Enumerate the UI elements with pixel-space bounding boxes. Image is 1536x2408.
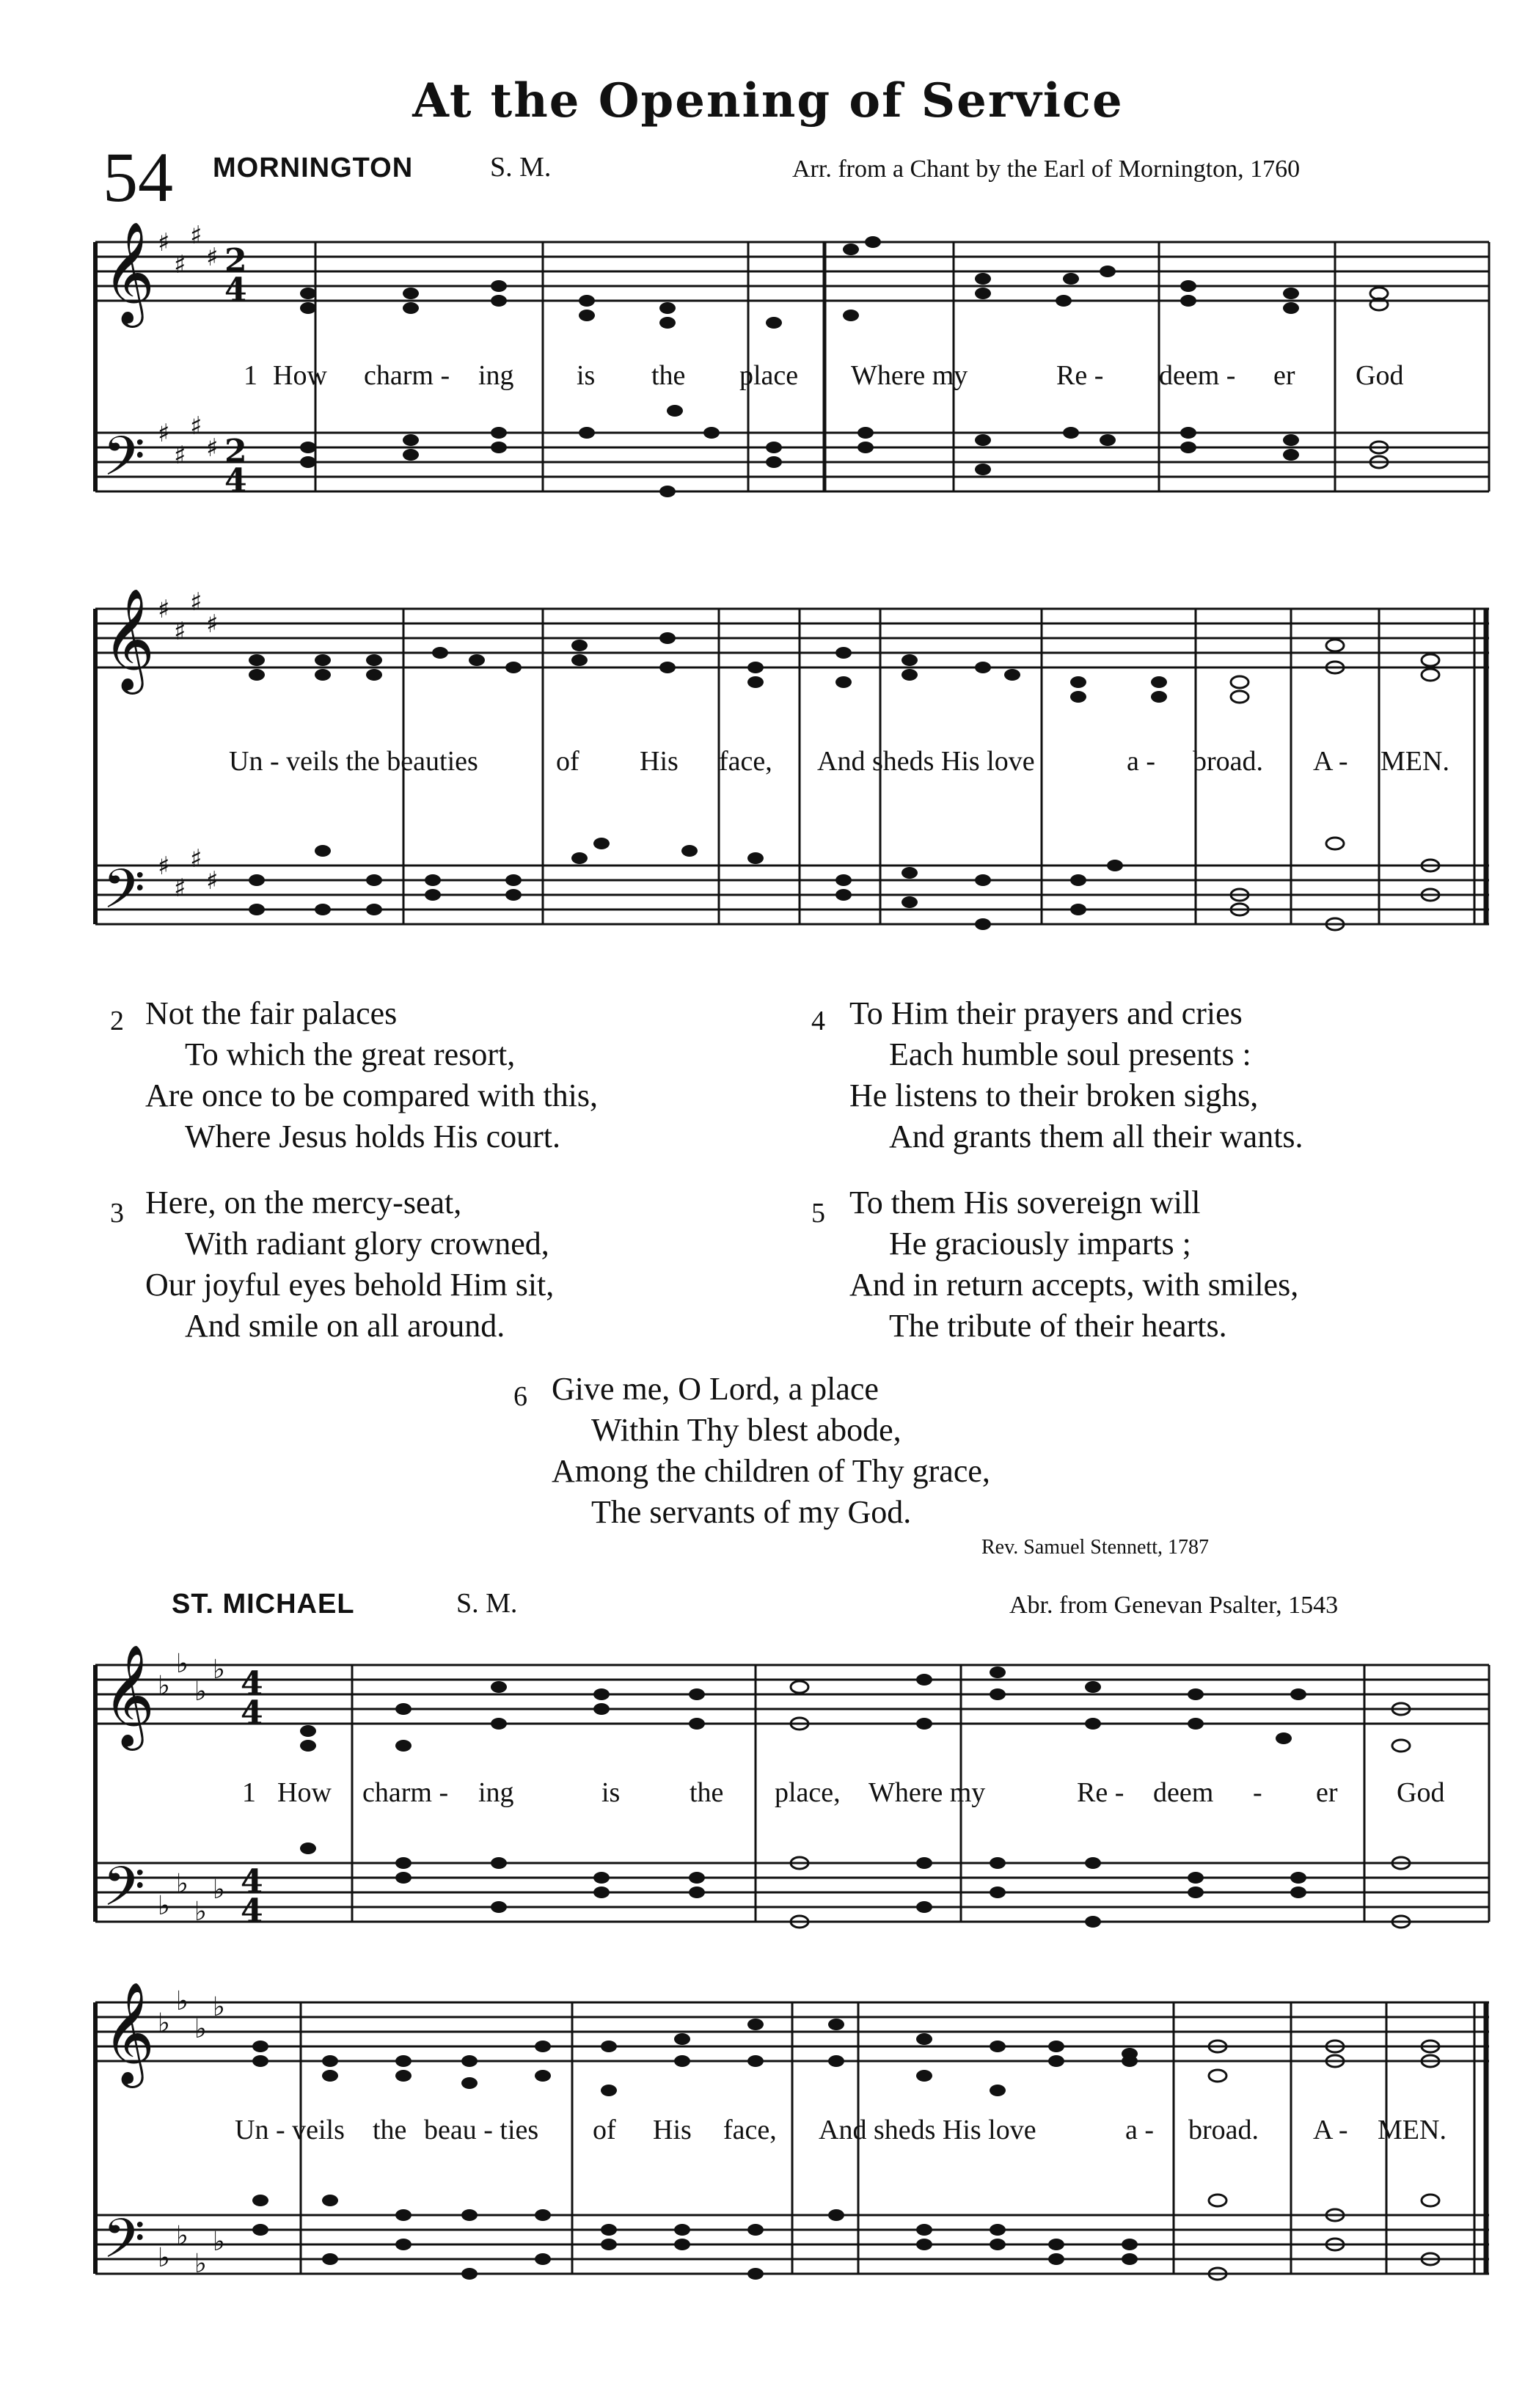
svg-text:♭: ♭ [176,1986,189,2016]
svg-text:♯: ♯ [174,874,186,903]
svg-text:♭: ♭ [213,2227,225,2257]
svg-text:𝄢: 𝄢 [103,1855,145,1932]
attribution-mornington: Arr. from a Chant by the Earl of Mornington, 1760 [792,155,1301,183]
svg-text:♯: ♯ [158,419,170,448]
verse-4-number: 4 [811,1006,825,1036]
tune-name-st-michael: ST. MICHAEL [172,1589,355,1620]
time-sig-top: 4 [241,1665,263,1702]
svg-text:♯: ♯ [190,588,202,617]
verse-6-number: 6 [513,1381,527,1412]
svg-text:♯: ♯ [206,610,219,639]
verse-4: To Him their prayers and cries Each humble soul presents : He listens to their broken sighs, And grants them all their wants. [849,995,1303,1154]
lyrics-st-michael-line-2: Un - veils the beau - ties of His face, And sheds His love a - broad. A - MEN. [235,2115,1447,2145]
meter-mornington: S. M. [490,152,552,183]
svg-text:♭: ♭ [213,1655,225,1685]
time-sig-bottom: 4 [241,1694,263,1732]
svg-text:𝄢: 𝄢 [103,2207,145,2284]
svg-text:♭: ♭ [194,1897,207,1927]
tune-name-mornington: MORNINGTON [213,153,414,183]
svg-text:♭: ♭ [176,2221,189,2251]
svg-text:♭: ♭ [176,1649,189,1679]
text-credit: Rev. Samuel Stennett, 1787 [981,1536,1210,1559]
svg-text:♯: ♯ [206,866,219,896]
svg-text:♭: ♭ [213,1875,225,1905]
svg-text:♭: ♭ [213,1992,225,2022]
svg-text:♭: ♭ [158,2008,170,2038]
music-system-mornington-2 [0,587,1536,983]
lyrics-mornington-line-1: 1 How charm - ing is the place Where my Re - deem - er God [244,360,1404,391]
svg-text:♯: ♯ [158,228,170,257]
svg-text:♯: ♯ [174,617,186,646]
svg-text:𝄞: 𝄞 [103,1644,155,1746]
svg-text:𝄢: 𝄢 [103,857,145,934]
verse-2: Not the fair palaces To which the great resort, Are once to be compared with this, Where Jesus holds His court. [145,995,599,1154]
verse-3: Here, on the mercy-seat, With radiant glory crowned, Our joyful eyes behold Him sit, And smile on all around. [145,1185,555,1344]
hymn-number: 54 [103,138,173,216]
attribution-st-michael: Abr. from Genevan Psalter, 1543 [1009,1592,1339,1619]
verse-5-number: 5 [811,1198,825,1229]
lyrics-st-michael-line-1: 1 How charm - ing is the place, Where my Re - deem - er God [242,1777,1445,1808]
svg-text:♯: ♯ [174,441,186,470]
svg-text:♭: ♭ [194,2249,207,2279]
svg-text:♭: ♭ [176,1869,189,1899]
svg-text:♯: ♯ [158,595,170,624]
svg-text:𝄞: 𝄞 [103,588,155,690]
svg-text:♭: ♭ [194,2014,207,2044]
svg-text:♯: ♯ [174,250,186,279]
meter-st-michael: S. M. [456,1588,518,1619]
svg-text:♯: ♯ [190,411,202,441]
lyrics-mornington-line-2: Un - veils the beauties of His face, And sheds His love a - broad. A - MEN. [229,746,1449,777]
svg-text:4: 4 [241,1863,263,1900]
svg-text:♯: ♯ [158,852,170,881]
svg-text:4: 4 [224,462,247,499]
verse-2-number: 2 [110,1006,124,1036]
svg-text:♯: ♯ [190,844,202,874]
verse-5: To them His sovereign will He graciously imparts ; And in return accepts, with smiles, The tribute of their hearts. [849,1185,1299,1344]
verse-3-number: 3 [110,1198,124,1229]
svg-text:♯: ♯ [206,243,219,272]
svg-text:4: 4 [241,1892,263,1930]
svg-text:♯: ♯ [206,433,219,463]
svg-text:♭: ♭ [194,1677,207,1707]
time-sig-bottom: 4 [224,271,247,309]
svg-text:𝄞: 𝄞 [103,222,155,323]
svg-text:♭: ♭ [158,1891,170,1921]
svg-text:♭: ♭ [158,2243,170,2273]
svg-text:♭: ♭ [158,1671,170,1701]
svg-text:2: 2 [224,433,247,470]
svg-text:♯: ♯ [190,221,202,250]
section-title: At the Opening of Service [412,73,1124,128]
svg-text:𝄢: 𝄢 [103,425,145,502]
time-sig-top: 2 [224,242,247,279]
verse-6: Give me, O Lord, a place Within Thy blest abode, Among the children of Thy grace, The servants of my God. [552,1371,990,1530]
svg-text:𝄞: 𝄞 [103,1982,155,2084]
